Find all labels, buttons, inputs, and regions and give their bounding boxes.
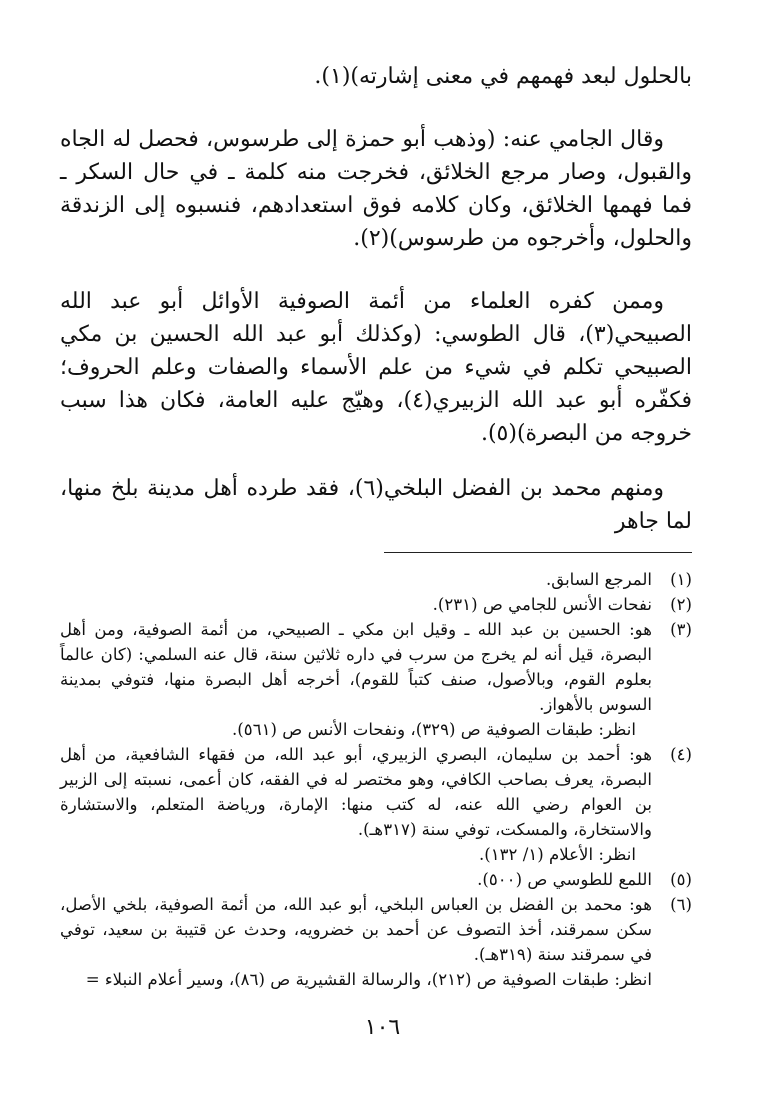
footnote-text: هو: الحسين بن عبد الله ـ وقيل ابن مكي ـ الصبيحي، من أئمة الصوفية، ومن أهل البصرة، قيل أنه لم يخرج من سرب في داره ثلاثين سنة، قال عنه السلمي: (كان عالماً بعلوم القوم، وبالأصول، صنف كتباً للقوم)، أخرجه أهل البصرة منها، فتوفي بمدينة السوس بالأهواز. <box>60 620 652 714</box>
footnote-number: (٢) <box>670 595 692 614</box>
paragraph-4: ومنهم محمد بن الفضل البلخي(٦)، فقد طرده أهل مدينة بلخ منها، لما جاهر <box>60 476 692 534</box>
footnote-text: اللمع للطوسي ص (٥٠٠). <box>477 870 652 889</box>
footnote-1 <box>60 567 692 592</box>
footnote-final-source <box>60 967 692 992</box>
footnote-source: انظر: طبقات الصوفية ص (٣٢٩)، ونفحات الأنس ص (٥٦١). <box>232 720 636 739</box>
footnote-6 <box>60 892 692 967</box>
page-number: ١٠٦ <box>364 1015 401 1040</box>
footnote-3 <box>60 617 692 742</box>
footnote-2 <box>60 592 692 617</box>
paragraph-1: بالحلول لبعد فهمهم في معنى إشارته)(١). <box>314 64 692 89</box>
page-body <box>60 60 692 992</box>
footnote-number: (٤) <box>670 745 692 764</box>
footnote-text: نفحات الأنس للجامي ص (٢٣١). <box>432 595 652 614</box>
footnote-number: (٥) <box>670 870 692 889</box>
footnote-text: المرجع السابق. <box>545 570 652 589</box>
footnote-5 <box>60 867 692 892</box>
footnote-source: انظر: الأعلام (١/ ١٣٢). <box>478 845 636 864</box>
footnote-text: هو: أحمد بن سليمان، البصري الزبيري، أبو عبد الله، من فقهاء الشافعية، من أهل البصرة، يعرف بصاحب الكافي، وهو مختصر له في الفقه، كان أعمى، نسبته إلى الزبير بن العوام رضي الله عنه، له كتب منها: الإمارة، ورياضة المتعلم، والاستشارة والاستخارة، والمسكت، توفي سنة (٣١٧هـ). <box>60 745 652 839</box>
footnote-number: (١) <box>670 570 692 589</box>
paragraph-2: وقال الجامي عنه: (وذهب أبو حمزة إلى طرسوس، فحصل له الجاه والقبول، وصار مرجع الخلائق، فخرجت منه كلمة ـ في حال السكر ـ فما فهمها الخلائق، وكان كلامه فوق استعدادهم، فنسبوه إلى الزندقة والحلول، وأخرجوه من طرسوس)(٢). <box>60 127 692 251</box>
footnote-separator <box>384 552 692 553</box>
footnote-number: (٦) <box>670 895 692 914</box>
footnote-4 <box>60 742 692 867</box>
footnote-source: انظر: طبقات الصوفية ص (٢١٢)، والرسالة القشيرية ص (٨٦)، وسير أعلام النبلاء = <box>85 970 652 989</box>
footnote-text: هو: محمد بن الفضل بن العباس البلخي، أبو عبد الله، من أئمة الصوفية، بلخي الأصل، سكن سمرقند، أخذ التصوف عن أحمد بن خضرويه، وحدث عن قتيبة بن سعيد، توفي في سمرقند سنة (٣١٩هـ). <box>60 895 652 964</box>
paragraph-3: وممن كفره العلماء من أئمة الصوفية الأوائل أبو عبد الله الصبيحي(٣)، قال الطوسي: (وكذلك أبو عبد الله الحسين بن مكي الصبيحي تكلم في شيء من علم الأسماء والصفات وعلم الحروف؛ فكفّره أبو عبد الله الزبيري(٤)، وهيّج عليه العامة، فكان هذا سبب خروجه من البصرة)(٥). <box>60 289 692 446</box>
footnote-number: (٣) <box>670 620 692 639</box>
